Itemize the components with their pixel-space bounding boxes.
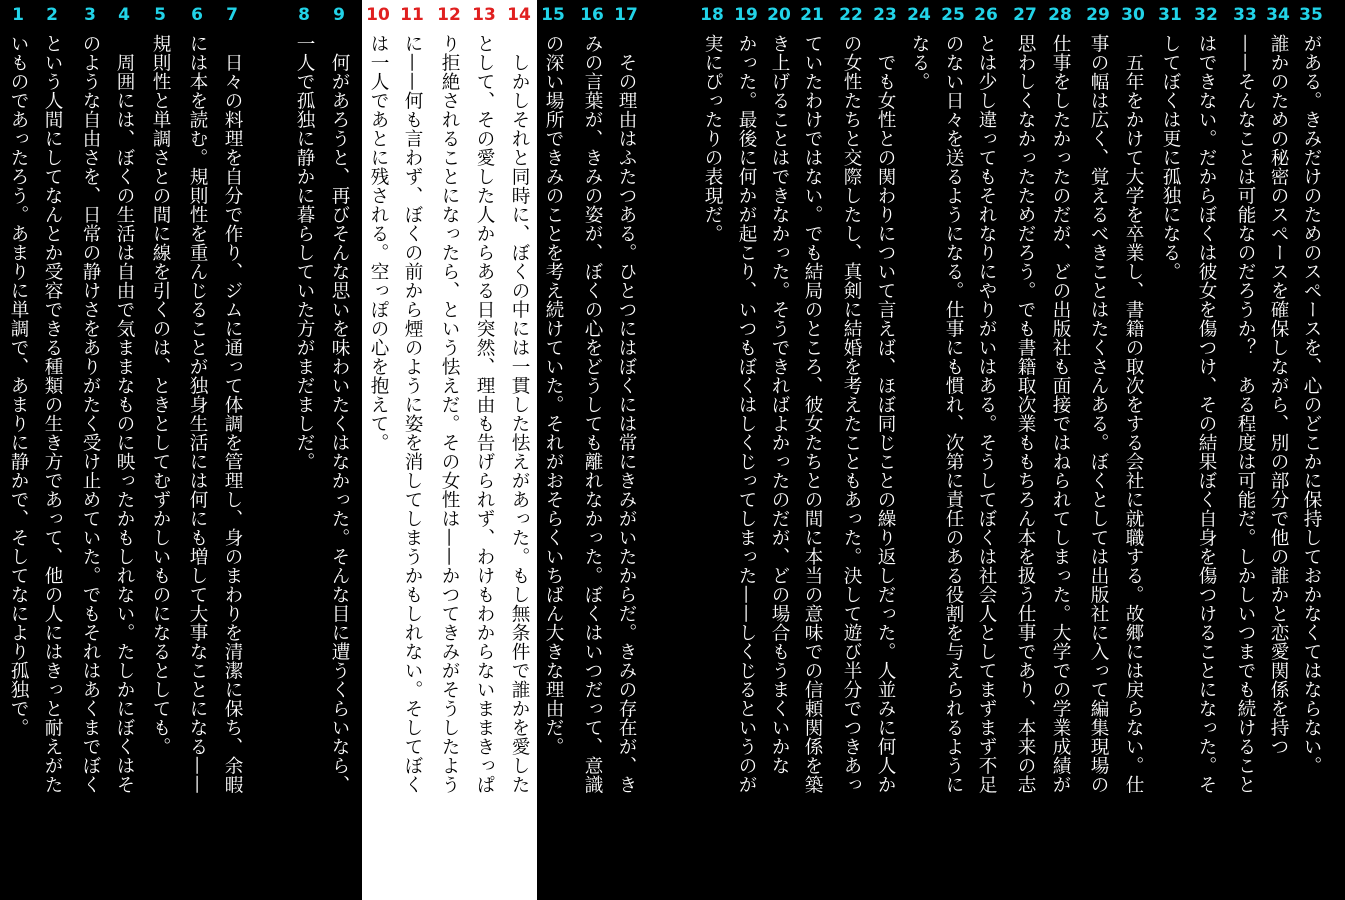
line-number-7: 7 <box>226 5 238 25</box>
line-number-14: 14 <box>507 5 531 25</box>
line-number-1: 1 <box>12 5 24 25</box>
text-line-10: は一人であとに残される。空っぽの心を抱えて。 <box>368 34 389 452</box>
text-line-26: とは少し違ってもそれなりにやりがいはある。そうしてぼくは社会人としてまずまず不足 <box>976 34 997 794</box>
line-number-28: 28 <box>1048 5 1072 25</box>
line-number-4: 4 <box>118 5 130 25</box>
text-line-22: の女性たちと交際したし、真剣に結婚を考えたこともあった。決して遊び半分でつきあっ <box>841 34 862 794</box>
line-number-5: 5 <box>154 5 166 25</box>
line-number-10: 10 <box>366 5 390 25</box>
line-number-3: 3 <box>84 5 96 25</box>
line-number-29: 29 <box>1086 5 1110 25</box>
line-number-26: 26 <box>974 5 998 25</box>
text-line-29: 事の幅は広く、覚えるべきことはたくさんある。ぼくとしては出版社に入って編集現場の <box>1088 34 1109 794</box>
line-number-25: 25 <box>941 5 965 25</box>
text-line-30: 五年をかけて大学を卒業し、書籍の取次をする会社に就職する。故郷には戻らない。仕 <box>1123 34 1144 794</box>
text-line-14: しかしそれと同時に、ぼくの中には一貫した怯えがあった。もし無条件で誰かを愛した <box>509 34 530 794</box>
line-number-16: 16 <box>580 5 604 25</box>
text-line-32: はできない。だからぼくは彼女を傷つけ、その結果ぼく自身を傷つけることになった。そ <box>1196 34 1217 794</box>
line-number-15: 15 <box>541 5 565 25</box>
text-line-8: 一人で孤独に静かに暮らしていた方がまだましだ。 <box>294 34 315 471</box>
text-line-15: の深い場所できみのことを考え続けていた。それがおそらくいちばん大きな理由だ。 <box>543 34 564 756</box>
line-number-12: 12 <box>437 5 461 25</box>
line-number-30: 30 <box>1121 5 1145 25</box>
line-number-34: 34 <box>1266 5 1290 25</box>
text-line-19: かった。最後に何かが起こり、いつもぼくはしくじってしまった——しくじるというのが <box>736 34 757 794</box>
text-line-1: いものであったろう。あまりに単調で、あまりに静かで、そしてなにより孤独で。 <box>8 34 29 737</box>
line-number-18: 18 <box>700 5 724 25</box>
text-line-33: ——そんなことは可能なのだろうか？ ある程度は可能だ。しかしいつまでも続けること <box>1235 34 1256 794</box>
text-line-24: なる。 <box>909 34 930 91</box>
line-number-9: 9 <box>333 5 345 25</box>
text-line-27: 思わしくなかったためだろう。でも書籍取次業ももちろん本を扱う仕事であり、本来の志 <box>1015 34 1036 794</box>
text-line-3: のような自由さを、日常の静けさをありがたく受け止めていた。でもそれはあくまでぼく <box>80 34 101 794</box>
line-number-24: 24 <box>907 5 931 25</box>
line-number-35: 35 <box>1299 5 1323 25</box>
line-number-6: 6 <box>191 5 203 25</box>
text-line-7: 日々の料理を自分で作り、ジムに通って体調を管理し、身のまわりを清潔に保ち、余暇 <box>222 34 243 794</box>
text-line-9: 何があろうと、再びそんな思いを味わいたくはなかった。そんな目に遭うくらいなら、 <box>329 34 350 794</box>
text-line-16: みの言葉が、きみの姿が、ぼくの心をどうしても離れなかった。ぼくはいつだって、意識 <box>582 34 603 794</box>
text-line-31: してぼくは更に孤独になる。 <box>1160 34 1181 281</box>
text-line-17: その理由はふたつある。ひとつにはぼくには常にきみがいたからだ。きみの存在が、き <box>616 34 637 794</box>
text-line-34: 誰かのための秘密のスペースを確保しながら、別の部分で他の誰かと恋愛関係を持つ <box>1268 34 1289 756</box>
line-number-33: 33 <box>1233 5 1257 25</box>
text-line-28: 仕事をしたかったのだが、どの出版社も面接ではねられてしまった。大学での学業成績が <box>1050 34 1071 794</box>
text-line-13: として、その愛した人からある日突然、理由も告げられず、わけもわからないままきっぱ <box>474 34 495 794</box>
line-number-13: 13 <box>472 5 496 25</box>
line-number-11: 11 <box>400 5 424 25</box>
line-number-2: 2 <box>46 5 58 25</box>
line-number-31: 31 <box>1158 5 1182 25</box>
line-number-17: 17 <box>614 5 638 25</box>
text-line-21: ていたわけではない。でも結局のところ、彼女たちとの間に本当の意味での信頼関係を築 <box>802 34 823 794</box>
text-line-25: のない日々を送るようになる。仕事にも慣れ、次第に責任のある役割を与えられるように <box>943 34 964 794</box>
text-line-11: に——何も言わず、ぼくの前から煙のように姿を消してしまうかもしれない。そしてぼく <box>402 34 423 794</box>
line-number-8: 8 <box>298 5 310 25</box>
text-line-2: という人間にしてなんとか受容できる種類の生き方であって、他の人にはきっと耐えがた <box>42 34 63 794</box>
line-number-23: 23 <box>873 5 897 25</box>
text-line-23: でも女性との関わりについて言えば、ほぼ同じことの繰り返しだった。人並みに何人か <box>875 34 896 794</box>
text-line-4: 周囲には、ぼくの生活は自由で気ままなものに映ったかもしれない。たしかにぼくはそ <box>114 34 135 794</box>
line-number-19: 19 <box>734 5 758 25</box>
text-line-20: き上げることはできなかった。そうできればよかったのだが、どの場合もうまくいかな <box>769 34 790 775</box>
text-line-12: り拒絶されることになったら、という怯えだ。その女性は——かつてきみがそうしたよう <box>439 34 460 794</box>
line-number-20: 20 <box>767 5 791 25</box>
line-number-32: 32 <box>1194 5 1218 25</box>
text-line-18: 実にぴったりの表現だ。 <box>702 34 723 243</box>
line-number-21: 21 <box>800 5 824 25</box>
text-line-35: がある。きみだけのためのスペースを、心のどこかに保持しておかなくてはならない。 <box>1301 34 1322 775</box>
line-number-27: 27 <box>1013 5 1037 25</box>
text-line-5: 規則性と単調さとの間に線を引くのは、ときとしてむずかしいものになるとしても。 <box>150 34 171 756</box>
text-line-6: には本を読む。規則性を重んじることが独身生活には何にも増して大事なことになる—— <box>187 34 208 794</box>
line-number-22: 22 <box>839 5 863 25</box>
